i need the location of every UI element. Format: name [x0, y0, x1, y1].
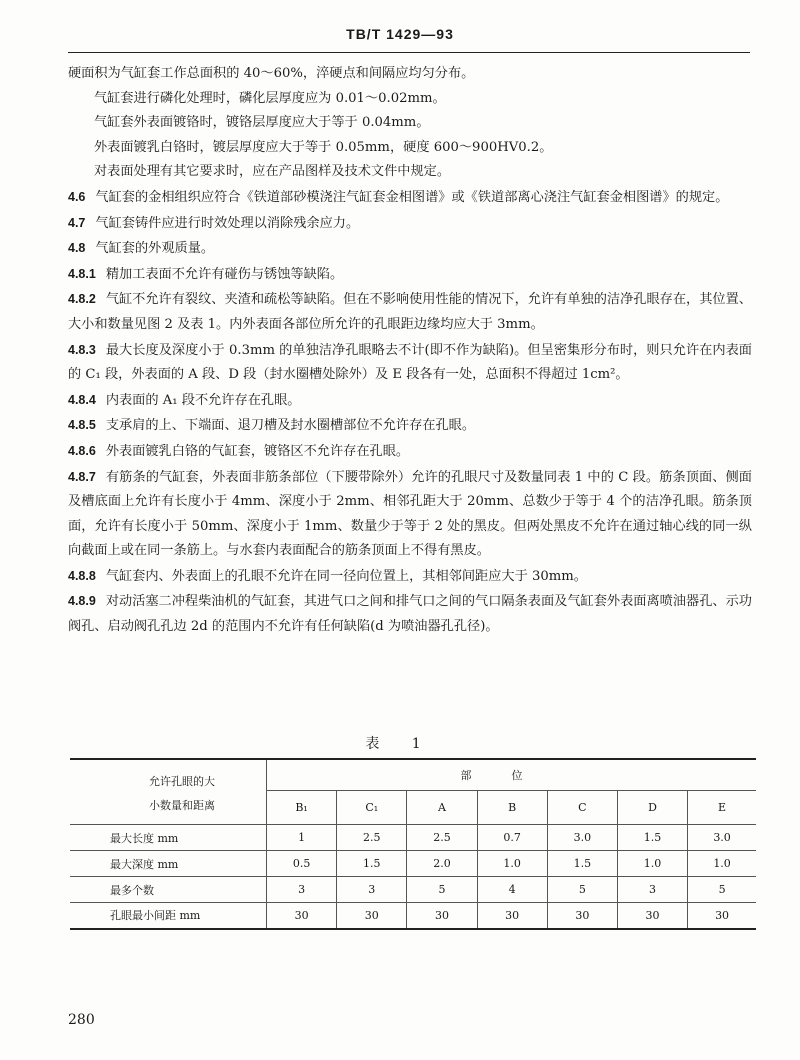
clause-4-8-7: [68, 465, 752, 564]
row-label: 最大深度 mm: [70, 851, 267, 877]
table-cell: 30: [617, 903, 687, 929]
table-cell: 30: [688, 903, 756, 929]
table-cell: 5: [547, 877, 617, 903]
table-cell: 4: [477, 877, 547, 903]
clause-4-8-4: [68, 388, 752, 414]
stub-header-line-1: 允许孔眼的大: [149, 775, 215, 788]
clause-text: 外表面镀乳白铬的气缸套，镀铬区不允许存在孔眼。: [105, 443, 410, 459]
column-header: B: [477, 791, 547, 825]
clause-number: 4.8: [68, 241, 86, 256]
clause-number: 4.8.6: [68, 443, 96, 458]
table-cell: 0.5: [267, 851, 337, 877]
table-cell: 30: [407, 903, 477, 929]
stub-header-line-2: 小数量和距离: [149, 799, 215, 812]
row-label: 最大长度 mm: [70, 825, 267, 851]
paragraph: 气缸套进行磷化处理时，磷化层厚度应为 0.01～0.02mm。: [94, 90, 446, 106]
clause-number: 4.7: [68, 215, 86, 230]
clause-text: 支承肩的上、下端面、退刀槽及封水圈槽部位不允许存在孔眼。: [105, 418, 476, 434]
pore-tolerance-table: [70, 758, 756, 930]
column-header: B₁: [267, 791, 337, 825]
table-cell: 0.7: [477, 825, 547, 851]
table-cell: 2.5: [407, 825, 477, 851]
clause-text: 有筋条的气缸套，外表面非筋条部位（下腰带除外）允许的孔眼尺寸及数量同表 1 中的 C 段。筋条顶面、侧面及槽底面上允许有长度小于 4mm、深度小于 2mm、相邻孔距大于 20mm、总数少于等于 4 个的洁净孔眼。筋条顶面，允许有长度小于 50mm、深度小于 1mm、数量少于等于 2 处的黑皮。但两处黑皮不允许在通过轴心线的同一纵向截面上或在同一条筋上。与水套内表面配合的筋条顶面上不得有黑皮。: [68, 469, 752, 559]
table-cell: 1.0: [617, 851, 687, 877]
column-header: A: [407, 791, 477, 825]
table-cell: 30: [337, 903, 407, 929]
row-label: 孔眼最小间距 mm: [70, 903, 267, 929]
table-cell: 3: [267, 877, 337, 903]
header-divider: [68, 52, 750, 53]
table-cell: 1.5: [547, 851, 617, 877]
position-group-header: 部位: [267, 759, 757, 791]
clause-text: 气缸套内、外表面上的孔眼不允许在同一径向位置上，其相邻间距应大于 30mm。: [105, 568, 587, 584]
paragraph: 硬面积为气缸套工作总面积的 40～60%，淬硬点和间隔应均匀分布。: [68, 66, 475, 81]
column-header: D: [617, 791, 687, 825]
clause-number: 4.6: [68, 189, 86, 204]
table-row: [70, 903, 756, 929]
clause-text: 气缸套的金相组织应符合《铁道部砂模浇注气缸套金相图谱》或《铁道部离心浇注气缸套金相图谱》的规定。: [95, 189, 729, 205]
standard-code-header: TB/T 1429—93: [346, 26, 454, 42]
clause-text: 对动活塞二冲程柴油机的气缸套，其进气口之间和排气口之间的气口隔条表面及气缸套外表面离喷油器孔、示功阀孔、启动阀孔孔边 2d 的范围内不允许有任何缺陷(d 为喷油器孔孔径)。: [68, 594, 752, 635]
clause-number: 4.8.7: [68, 469, 96, 484]
column-header: E: [688, 791, 756, 825]
table-cell: 1.0: [477, 851, 547, 877]
column-header: C: [547, 791, 617, 825]
clause-number: 4.8.4: [68, 392, 96, 407]
clause-text: 气缸套的外观质量。: [95, 241, 215, 257]
clause-text: 气缸套铸件应进行时效处理以消除残余应力。: [95, 215, 360, 231]
table-cell: 3.0: [547, 825, 617, 851]
clause-number: 4.8.5: [68, 418, 96, 433]
body-text: [68, 62, 752, 640]
table-cell: 30: [477, 903, 547, 929]
table-cell: 1.5: [617, 825, 687, 851]
table-cell: 1.5: [337, 851, 407, 877]
clause-text: 内表面的 A₁ 段不允许存在孔眼。: [105, 392, 301, 408]
paragraph: 气缸套外表面镀铬时，镀铬层厚度应大于等于 0.04mm。: [94, 115, 430, 131]
clause-4-8-8: [68, 564, 752, 590]
clause-number: 4.8.9: [68, 594, 96, 609]
table-cell: 2.0: [407, 851, 477, 877]
table-cell: 3: [617, 877, 687, 903]
table-cell: 3: [337, 877, 407, 903]
table-cell: 5: [407, 877, 477, 903]
table-cell: 2.5: [337, 825, 407, 851]
paragraph: 外表面镀乳白铬时，镀层厚度应大于等于 0.05mm，硬度 600～900HV0.2。: [94, 139, 553, 155]
clause-4-8-9: [68, 589, 752, 639]
table-cell: 5: [688, 877, 756, 903]
table-row: [70, 825, 756, 851]
stub-header: [70, 759, 267, 825]
clause-4-8-2: [68, 287, 752, 337]
column-header: C₁: [337, 791, 407, 825]
clause-number: 4.8.1: [68, 266, 96, 281]
clause-text: 最大长度及深度小于 0.3mm 的单独洁净孔眼略去不计(即不作为缺陷)。但呈密集形分布时，则只允许在内表面的 C₁ 段，外表面的 A 段、D 段（封水圈槽处除外）及 E 段各有一处，总面积不得超过 1cm²。: [68, 342, 752, 383]
clause-number: 4.8.2: [68, 292, 96, 307]
table-cell: 30: [267, 903, 337, 929]
clause-4-8-1: [68, 262, 752, 288]
clause-4-8-3: [68, 338, 752, 388]
clause-4-8-6: [68, 439, 752, 465]
table-cell: 30: [547, 903, 617, 929]
table-cell: 3.0: [688, 825, 756, 851]
table-row: [70, 851, 756, 877]
table-title: 表 1: [365, 736, 435, 752]
clause-text: 精加工表面不允许有碰伤与锈蚀等缺陷。: [105, 266, 344, 282]
page-number: 280: [68, 1012, 95, 1028]
row-label: 最多个数: [70, 877, 267, 903]
clause-number: 4.8.3: [68, 342, 96, 357]
clause-text: 气缸不允许有裂纹、夹渣和疏松等缺陷。但在不影响使用性能的情况下，允许有单独的洁净孔眼存在，其位置、大小和数量见图 2 及表 1。内外表面各部位所允许的孔眼距边缘均应大于 3mm。: [68, 292, 752, 332]
clause-4-8-5: [68, 413, 752, 439]
table-row: [70, 877, 756, 903]
table-cell: 1: [267, 825, 337, 851]
clause-4-7: [68, 211, 752, 237]
clause-4-6: [68, 185, 752, 211]
table-cell: 1.0: [688, 851, 756, 877]
clause-number: 4.8.8: [68, 568, 96, 583]
paragraph: 对表面处理有其它要求时，应在产品图样及技术文件中规定。: [94, 164, 451, 180]
clause-4-8: [68, 236, 752, 262]
